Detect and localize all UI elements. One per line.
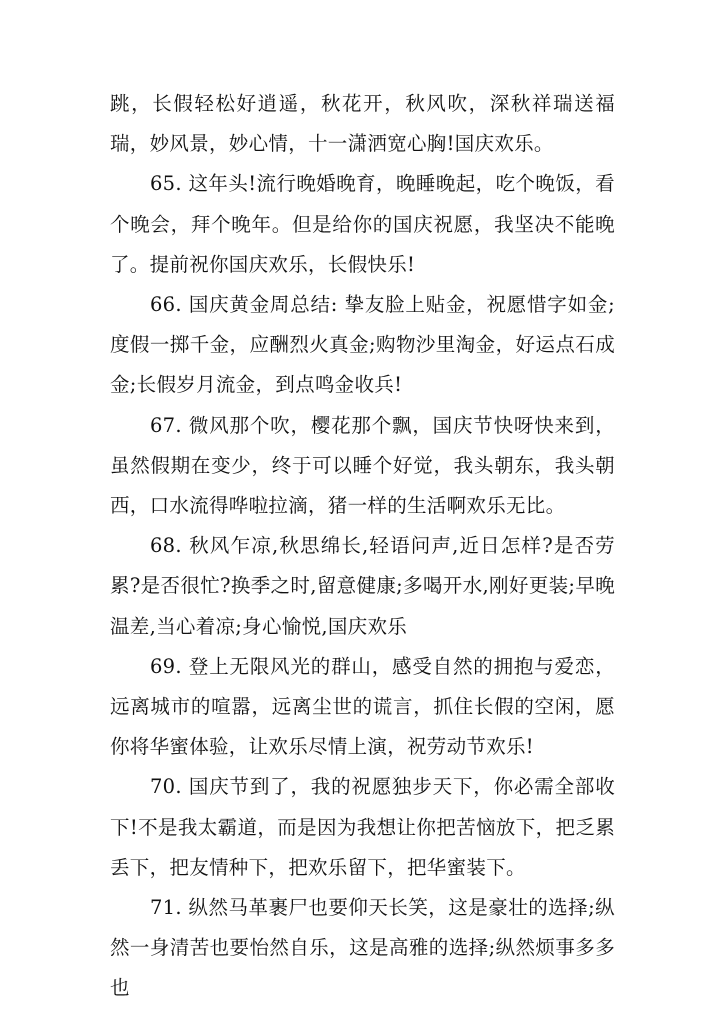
paragraph-67: 67. 微风那个吹，樱花那个飘，国庆节快呀快来到，虽然假期在变少，终于可以睡个好觉，我头朝东，我头朝西，口水流得哗啦拉滴，猪一样的生活啊欢乐无比。: [110, 413, 615, 518]
paragraph-65: 65. 这年头!流行晚婚晚育，晚睡晚起，吃个晚饭，看个晚会，拜个晚年。但是给你的国庆祝愿，我坚决不能晚了。提前祝你国庆欢乐，长假快乐!: [110, 172, 615, 276]
paragraph-71: 71. 纵然马革裹尸也要仰天长笑，这是豪壮的选择;纵然一身清苦也要怡然自乐，这是高雅的选择;纵然烦事多多也: [110, 896, 615, 1000]
paragraph-66: 66. 国庆黄金周总结: 挚友脸上贴金，祝愿惜字如金;度假一掷千金，应酬烈火真金;购物沙里淘金，好运点石成金;长假岁月流金，到点鸣金收兵!: [110, 293, 615, 397]
document-body: [110, 84, 615, 1009]
paragraph-68: 68. 秋风乍凉,秋思绵长,轻语问声,近日怎样?是否劳累?是否很忙?换季之时,留意健康;多喝开水,刚好更装;早晚温差,当心着凉;身心愉悦,国庆欢乐: [110, 534, 615, 638]
paragraph-69: 69. 登上无限风光的群山，感受自然的拥抱与爱恋，远离城市的喧嚣，远离尘世的谎言，抓住长假的空闲，愿你将华蜜体验，让欢乐尽情上演，祝劳动节欢乐!: [110, 654, 615, 759]
paragraph-70: 70. 国庆节到了，我的祝愿独步天下，你必需全部收下!不是我太霸道，而是因为我想让你把苦恼放下，把乏累丢下，把友情种下，把欢乐留下，把华蜜装下。: [110, 775, 615, 879]
paragraph-continuation: 跳，长假轻松好逍遥，秋花开，秋风吹，深秋祥瑞送福瑞，妙风景，妙心情，十一潇洒宽心胸!国庆欢乐。: [110, 92, 615, 156]
